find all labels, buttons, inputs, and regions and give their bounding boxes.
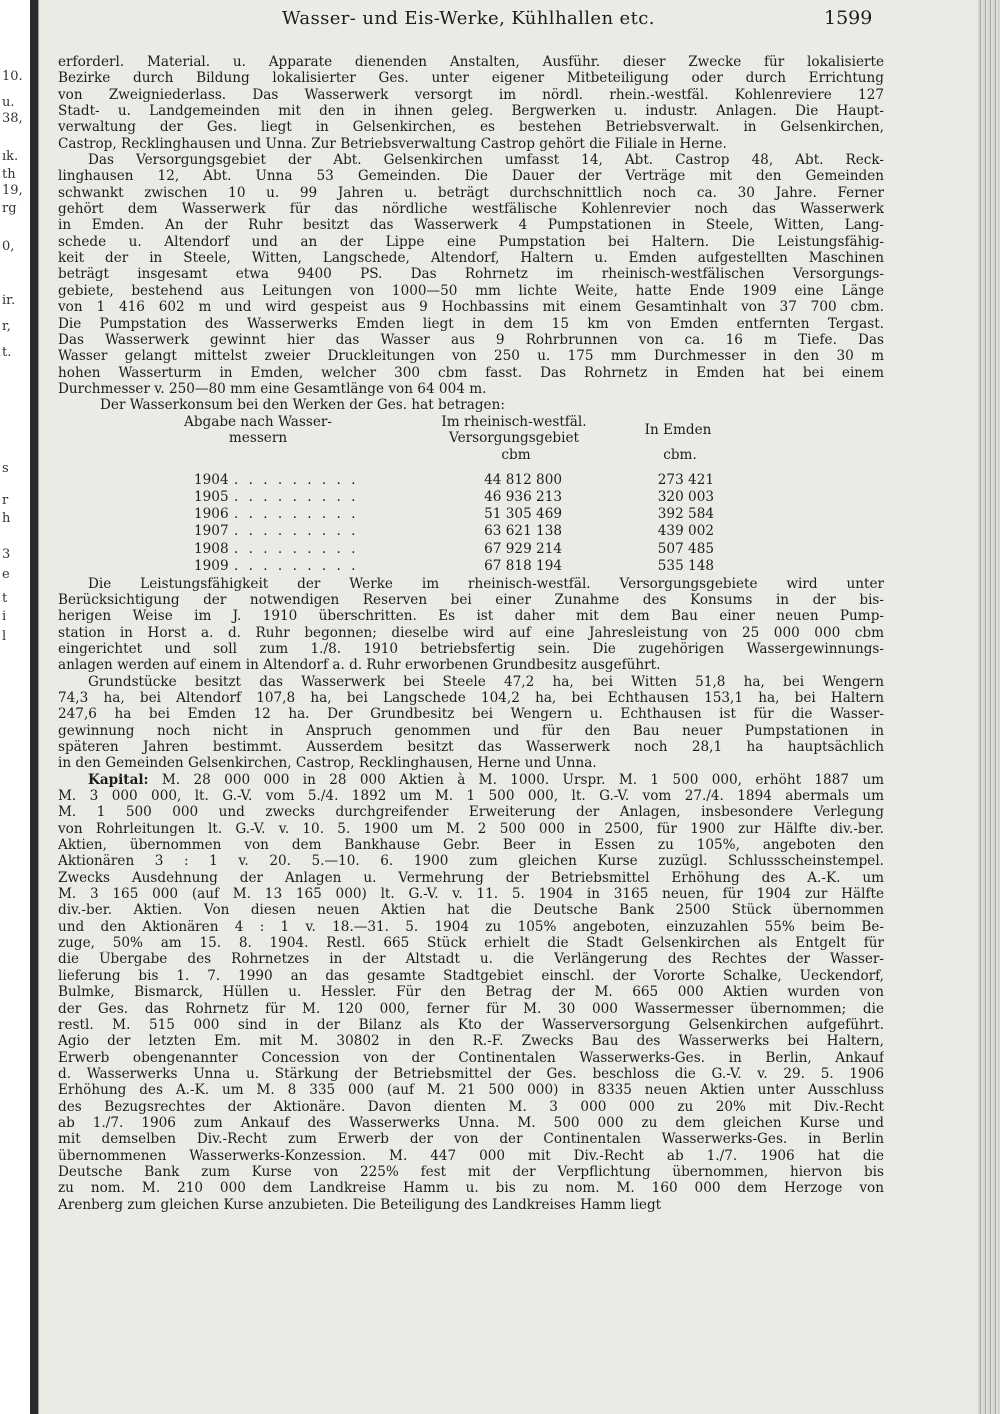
text-line: gehört dem Wasserwerk für das nördliche westfälische Kohlenrevier noch das Wasserwerk [58,201,884,218]
text-line: Erwerb obengenannter Concession von der Continentalen Wasserwerks-Ges. in Berlin, Ankauf [58,1049,884,1066]
document-page [52,0,972,1414]
table-cell-year: 1904 [194,471,229,488]
margin-fragment: s [2,461,9,476]
table-cell-year: 1908 [194,540,229,557]
table-row [58,558,884,574]
table-intro: Der Wasserkonsum bei den Werken der Ges. hat betragen: [100,397,505,414]
margin-fragment: 19, [2,183,23,198]
table-cell-dots: . . . . . . . . . [234,558,359,575]
text-line: herigen Weise im J. 1910 überschritten. Es ist daher mit dem Bau einer neuen Pump- [58,608,884,625]
text-line: keit der in Steele, Witten, Langschede, Altendorf, Haltern u. Emden aufgestellten Maschinen [58,250,884,267]
text-line: die Übergabe des Rohrnetzes in der Altstadt u. die Verlängerung des Rechtes der Wasser- [58,951,884,968]
kapital-first-line [58,772,884,788]
text-line: erforderl. Material. u. Apparate dienenden Anstalten, Ausführ. dieser Zwecke für lokalisierte [58,54,884,70]
text-line: hohen Wasserturm in Emden, welcher 300 cbm fasst. Das Rohrnetz in Emden hat bei einem [58,364,884,381]
text-line: 74,3 ha, bei Altendorf 107,8 ha, bei Langschede 104,2 ha, bei Echthausen 153,1 ha, bei Haltern [58,689,884,706]
text-line: eingerichtet und soll zum 1./8. 1910 betriebsfertig sein. Die zugehörigen Wassergewinnungs- [58,640,884,657]
text-line: von Rohrleitungen lt. G.-V. v. 10. 5. 1900 um M. 2 500 000 in 2500, für 1900 zur Hälfte div.-ber. [58,820,884,837]
text-line: 247,6 ha bei Emden 12 ha. Der Grundbesitz bei Wengern u. Echthausen ist für die Wasser- [58,706,884,723]
text-line: gebiete, bestehend aus Leitungen von 1000—50 mm lichte Weite, hatte Ende 1909 eine Länge [58,282,884,299]
text-line: station in Horst a. d. Ruhr begonnen; dieselbe wird auf eine Jahresleistung von 25 000 000 cbm [58,624,884,641]
header-emden: In Emden [644,421,712,438]
text-line: und den Aktionären 4 : 1 v. 18.—31. 5. 1904 zu 105% angeboten, einzuzahlen 55% beim Be- [58,918,884,935]
text-line: zu nom. M. 210 000 dem Landkreise Hamm u. bis zu nom. M. 160 000 dem Herzoge von [58,1180,884,1197]
table-cell-dots: . . . . . . . . . [234,488,359,505]
page-number: 1599 [824,7,873,29]
table-cell-gebiet: 63 621 138 [484,523,562,540]
running-header [52,8,972,38]
text-line: Arenberg zum gleichen Kurse anzubieten. Die Beteiligung des Landkreises Hamm liegt [58,1196,662,1213]
text-line: Berücksichtigung der notwendigen Reserven bei einer Zunahme des Konsums in der bis- [58,591,884,608]
margin-fragment: th [2,167,16,182]
text-line: anlagen werden auf einem in Altendorf a. d. Ruhr erworbenen Grundbesitz ausgeführt. [58,657,661,674]
margin-fragment: rg [2,201,17,216]
table-cell-year: 1905 [194,488,229,505]
text-line: M. 1 500 000 und zwecks durchgreifender Erweiterung der Anlagen, insbesondere Verlegung [58,804,884,821]
table-cell-year: 1906 [194,506,229,523]
text-line: von 1 416 602 m und wird gespeist aus 9 Hochbassins mit einem Gesamtinhalt von 37 700 cbm. [58,299,884,316]
table-cell-year: 1909 [194,558,229,575]
header-gebiet-line2: Versorgungsgebiet [449,429,579,446]
paragraph-supply-area [58,152,884,397]
text-line: der Ges. das Rohrnetz für M. 120 000, ferner für M. 30 000 Wassermesser übernommen; die [58,1000,884,1017]
margin-fragment: 0, [2,239,15,254]
margin-fragment: r, [2,319,11,334]
text-line: Die Leistungsfähigkeit der Werke im rheinisch-westfäl. Versorgungsgebiete wird unter [88,575,884,592]
text-line: Stadt- u. Landgemeinden mit den in ihnen geleg. Bergwerken u. industr. Anlagen. Die Haupt- [58,103,884,120]
running-title: Wasser- und Eis-Werke, Kühlhallen etc. [282,8,655,29]
text-line: Castrop, Recklinghausen und Unna. Zur Betriebsverwaltung Castrop gehört die Filiale in Herne. [58,135,727,152]
unit-gebiet: cbm [501,446,531,463]
header-gebiet-line1: Im rheinisch-westfäl. [441,413,587,430]
text-line: übernommenen Wasserwerks-Konzession. M. 447 000 mit Div.-Recht ab 1./7. 1906 hat die [58,1147,884,1164]
text-line: Das Versorgungsgebiet der Abt. Gelsenkirchen umfasst 14, Abt. Castrop 48, Abt. Reck- [88,152,884,169]
table-cell-emden: 535 148 [657,558,714,575]
text-line: div.-ber. Aktien. Von diesen neuen Aktien hat die Deutsche Bank 2500 Stück übernommen [58,902,884,919]
kapital-first-line-text: M. 28 000 000 in 28 000 Aktien à M. 1000. Urspr. M. 1 500 000, erhöht 1887 um [161,771,884,788]
text-line: des Bezugsrechtes der Aktionäre. Davon dienten M. 3 000 000 zu 20% mit Div.-Recht [58,1098,884,1115]
paragraph-land [58,674,884,772]
text-line: Die Pumpstation des Wasserwerks Emden liegt in dem 15 km von Emden entfernten Tergast. [58,315,884,332]
text-line: M. 3 000 000, lt. G.-V. vom 5./4. 1892 um M. 1 500 000, lt. G.-V. vom 27./4. 1894 abermals um [58,788,884,805]
table-cell-gebiet: 44 812 800 [484,471,562,488]
text-line: Das Wasserwerk gewinnt hier das Wasser aus 9 Rohrbrunnen von ca. 16 m Tiefe. Das [58,331,884,348]
text-line: d. Wasserwerks Unna u. Stärkung der Betriebsmittel der Ges. beschloss die G.-V. v. 29. 5. 1906 [58,1065,884,1082]
paragraph-kapital [58,788,884,1213]
text-line: Wasser gelangt mittelst zweier Druckleitungen von 250 u. 175 mm Durchmesser in den 30 m [58,348,884,365]
margin-fragment: e [2,567,10,582]
text-line: in den Gemeinden Gelsenkirchen, Castrop, Recklinghausen, Herne und Unna. [58,755,597,772]
unit-emden: cbm. [663,446,697,463]
margin-fragment: t. [2,345,12,360]
table-cell-dots: . . . . . . . . . [234,471,359,488]
kapital-label: Kapital: [88,771,149,788]
text-line: zuge, 50% am 15. 8. 1904. Restl. 665 Stück erhielt die Stadt Gelsenkirchen als Entgelt für [58,935,884,952]
table-cell-emden: 507 485 [657,540,714,557]
text-line: Erhöhung des A.-K. um M. 8 335 000 (auf M. 21 500 000) in 8335 neuen Aktien unter Ausschluss [58,1082,884,1099]
text-line: linghausen 12, Abt. Unna 53 Gemeinden. Die Dauer der Verträge mit den Gemeinden [58,168,884,185]
header-abgabe-line1: Abgabe nach Wasser- [184,413,332,430]
text-line: in Emden. An der Ruhr besitzt das Wasserwerk 4 Pumpstationen in Steele, Witten, Lang- [58,217,884,234]
text-line: Zwecks Ausdehnung der Anlagen u. Vermehrung der Betriebsmittel Erhöhung des A.-K. um [58,869,884,886]
text-line: schede u. Altendorf und an der Lippe eine Pumpstation bei Haltern. Die Leistungsfähig- [58,233,884,250]
margin-fragment: r [2,493,9,508]
table-cell-gebiet: 67 818 194 [484,558,562,575]
table-cell-year: 1907 [194,523,229,540]
table-cell-emden: 392 584 [657,506,714,523]
text-line: Bulmke, Bismarck, Hüllen u. Hessler. Für den Betrag der M. 665 000 Aktien wurden von [58,984,884,1001]
body-text [58,54,884,1213]
table-cell-dots: . . . . . . . . . [234,506,359,523]
table-cell-gebiet: 67 929 214 [484,540,562,557]
margin-fragment: 38, [2,111,23,126]
text-line: Aktien, übernommen von dem Bankhause Gebr. Beer in Essen zu 105%, angeboten den [58,837,884,854]
text-line: verwaltung der Ges. liegt in Gelsenkirchen, es bestehen Betriebsverwalt. in Gelsenkirchen, [58,119,884,136]
table-cell-emden: 273 421 [657,471,714,488]
text-line: beträgt insgesamt etwa 9400 PS. Das Rohrnetz im rheinisch-westfälischen Versorgungs- [58,266,884,283]
paragraph-capacity [58,576,884,674]
book-spine [30,0,38,1414]
table-cell-gebiet: 51 305 469 [484,506,562,523]
header-abgabe-line2: messern [228,429,288,446]
text-line: Aktionären 3 : 1 v. 20. 5.—10. 6. 1900 zum gleichen Kurse zuzügl. Schlussscheinstempel. [58,853,884,870]
text-line: Durchmesser v. 250—80 mm eine Gesamtlänge von 64 004 m. [58,380,487,397]
text-line: schwankt zwischen 10 u. 99 Jahren u. beträgt durchschnittlich noch ca. 30 Jahre. Ferner [58,184,884,201]
previous-page-strip [0,0,39,1414]
text-line: ab 1./7. 1906 zum Ankauf des Wasserwerks Unna. M. 500 000 zu dem gleichen Kurse und [58,1114,884,1131]
text-line: späteren Jahren bestimmt. Ausserdem besitzt das Wasserwerk noch 28,1 ha hauptsächlich [58,739,884,755]
table-cell-emden: 320 003 [657,488,714,505]
table-row [58,523,884,539]
margin-fragment: 10. [2,69,23,84]
margin-fragment: t [2,591,8,606]
page-edge [978,0,1000,1414]
margin-fragment: u. [2,95,15,110]
text-line: mit demselben Div.-Recht zum Erwerb der von der Continentalen Wasserwerks-Ges. in Berlin [58,1131,884,1148]
text-line: Bezirke durch Bildung lokalisierter Ges. unter eigener Mitbeteiligung oder durch Errichtung [58,70,884,87]
text-line: Deutsche Bank zum Kurse von 225% fest mit der Verpflichtung übernommen, hiervon bis [58,1163,884,1180]
table-cell-dots: . . . . . . . . . [234,540,359,557]
water-consumption-table [58,414,884,576]
margin-fragment: l [2,629,7,644]
text-line: M. 3 165 000 (auf M. 13 165 000) lt. G.-V. v. 11. 5. 1904 in 3165 neuen, für 1904 zur Hälfte [58,886,884,903]
table-row [58,489,884,505]
text-line: gewinnung noch nicht in Anspruch genommen und für den Bau neuer Pumpstationen in [58,722,884,739]
margin-fragment: i [2,609,7,624]
margin-fragment: ir. [2,293,16,308]
paragraph-company-purpose [58,54,884,152]
table-row [58,506,884,522]
margin-fragment: 3 [2,547,11,562]
margin-fragment: ık. [2,149,19,164]
table-cell-gebiet: 46 936 213 [484,488,562,505]
text-line: restl. M. 515 000 sind in der Bilanz als Kto der Wasserversorgung Gelsenkirchen aufgeführt. [58,1016,884,1033]
text-line: von Zweigniederlass. Das Wasserwerk versorgt im nördl. rhein.-westfäl. Kohlenreviere 127 [58,86,884,103]
text-line: Grundstücke besitzt das Wasserwerk bei Steele 47,2 ha, bei Witten 51,8 ha, bei Wengern [88,673,884,690]
table-cell-emden: 439 002 [657,523,714,540]
margin-fragment: h [2,511,11,526]
table-row [58,472,884,488]
text-line: Agio der letzten Em. mit M. 30802 in den R.-F. Zwecks Bau des Wasserwerks bei Haltern, [58,1033,884,1050]
text-line: lieferung bis 1. 7. 1990 an das gesamte Stadtgebiet einschl. der Vororte Schalke, Ueckendorf, [58,967,884,984]
table-row [58,541,884,557]
table-cell-dots: . . . . . . . . . [234,523,359,540]
